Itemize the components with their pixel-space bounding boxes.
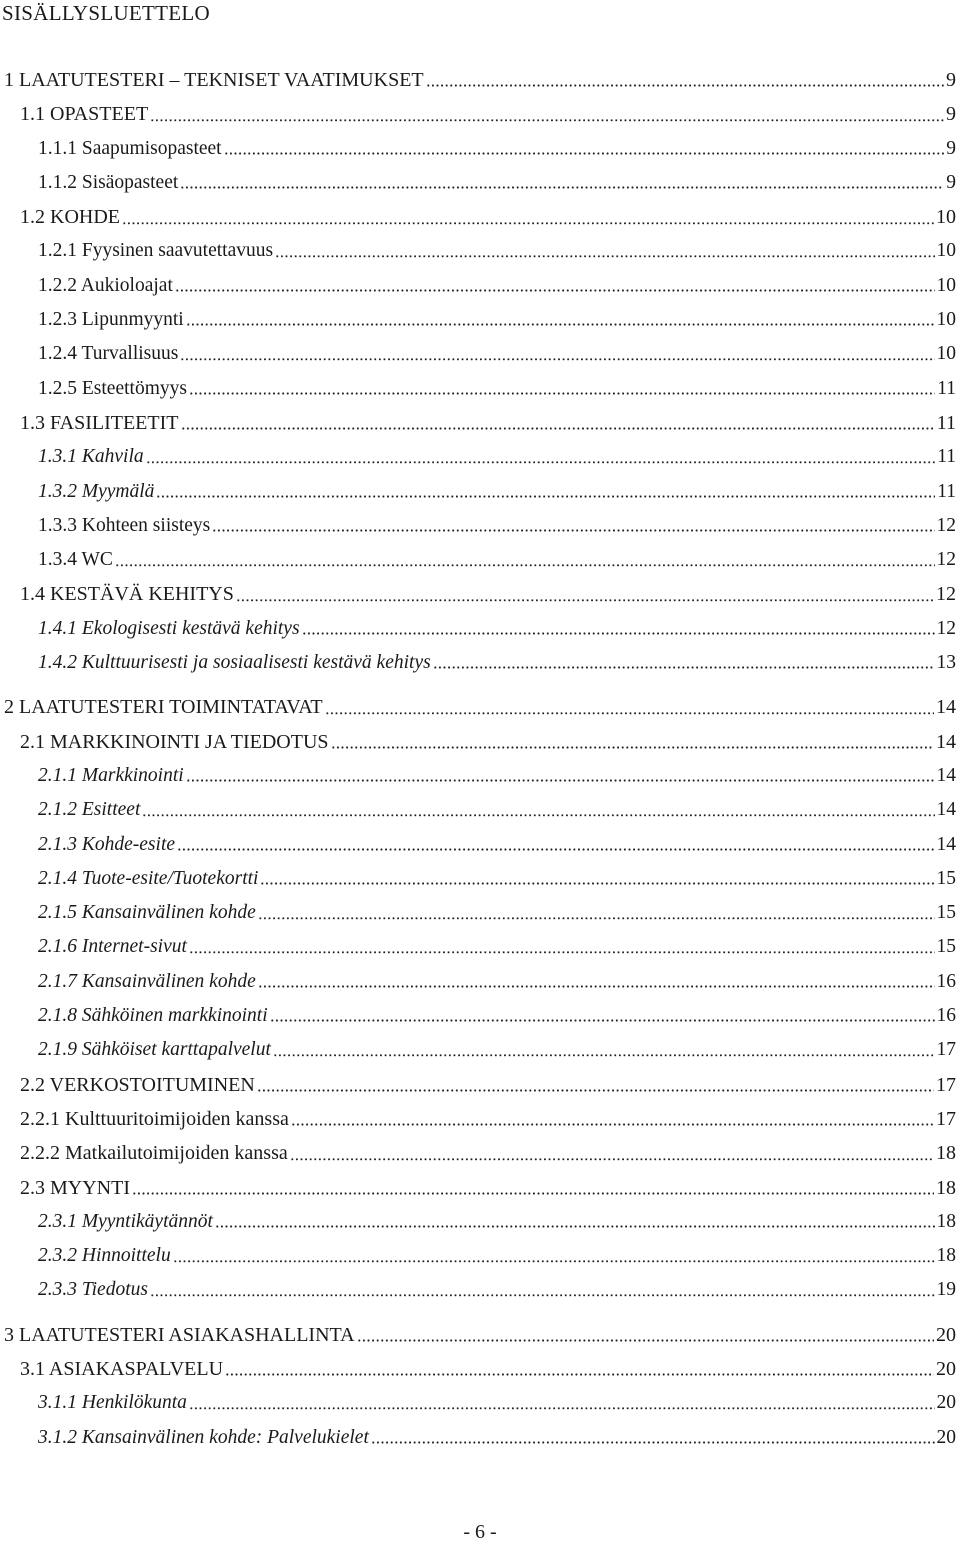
toc-entry-page-number: 17 — [936, 1073, 956, 1096]
toc-entry-title: 1.2.1 Fyysinen saavutettavuus — [38, 240, 274, 262]
toc-entry-page-number: 16 — [936, 970, 956, 992]
toc-entry[interactable] — [0, 761, 960, 795]
toc-entry[interactable] — [0, 648, 960, 682]
toc-entry[interactable] — [0, 271, 960, 305]
toc-entry-page-number: 20 — [936, 1392, 956, 1414]
toc-entry-title: 1.3 FASILITEETIT — [20, 411, 179, 434]
dot-leader — [273, 1037, 935, 1057]
toc-entry[interactable] — [0, 1423, 960, 1457]
toc-entry[interactable] — [0, 1241, 960, 1275]
toc-entry-page-number: 20 — [936, 1357, 956, 1380]
toc-entry-title: 1.2.4 Turvallisuus — [38, 343, 179, 365]
dot-leader — [275, 238, 934, 258]
toc-entry-title: 2.3.3 Tiedotus — [38, 1279, 148, 1301]
toc-entry[interactable] — [0, 374, 960, 408]
toc-entry-title: 3.1.2 Kansainvälinen kohde: Palvelukielet — [38, 1426, 369, 1448]
dot-leader — [186, 763, 935, 783]
dot-leader — [325, 695, 934, 715]
toc-entry-page-number: 18 — [936, 1245, 956, 1267]
toc-entry[interactable] — [0, 1388, 960, 1422]
toc-entry-title: 1.4 KESTÄVÄ KEHITYS — [20, 583, 234, 606]
toc-entry-title: 2 LAATUTESTERI TOIMINTATAVAT — [4, 696, 323, 719]
toc-entry-page-number: 10 — [936, 343, 956, 365]
toc-entry-page-number: 14 — [936, 764, 956, 786]
toc-entry[interactable] — [0, 614, 960, 648]
dot-leader — [215, 1209, 935, 1229]
toc-entry[interactable] — [0, 65, 960, 99]
toc-entry[interactable] — [0, 1138, 960, 1172]
toc-entry[interactable] — [0, 545, 960, 579]
dot-leader — [122, 205, 934, 225]
toc-entry[interactable] — [0, 305, 960, 339]
table-of-contents — [0, 65, 960, 1457]
dot-leader — [186, 307, 935, 327]
toc-entry-title: 2.1.5 Kansainvälinen kohde — [38, 902, 256, 924]
dot-leader — [150, 1277, 935, 1297]
toc-entry-page-number: 18 — [936, 1210, 956, 1232]
toc-entry[interactable] — [0, 511, 960, 545]
toc-entry-page-number: 9 — [946, 103, 956, 126]
toc-entry-title: 2.3.2 Hinnoittelu — [38, 1245, 171, 1267]
dot-leader — [146, 444, 936, 464]
toc-entry[interactable] — [0, 1207, 960, 1241]
toc-entry-page-number: 10 — [936, 309, 956, 331]
dot-leader — [175, 273, 935, 293]
toc-entry-page-number: 18 — [936, 1176, 956, 1199]
toc-entry[interactable] — [0, 579, 960, 613]
toc-entry[interactable] — [0, 967, 960, 1001]
toc-entry-page-number: 14 — [936, 799, 956, 821]
dot-leader — [132, 1176, 934, 1196]
toc-entry[interactable] — [0, 168, 960, 202]
dot-leader — [156, 479, 935, 499]
dot-leader — [180, 341, 934, 361]
dot-leader — [224, 136, 945, 156]
dot-leader — [260, 866, 934, 886]
dot-leader — [257, 1073, 934, 1093]
toc-entry-page-number: 10 — [936, 240, 956, 262]
toc-entry-title: 3 LAATUTESTERI ASIAKASHALLINTA — [4, 1323, 355, 1346]
toc-entry[interactable] — [0, 1001, 960, 1035]
toc-entry-page-number: 19 — [936, 1279, 956, 1301]
dot-leader — [236, 582, 934, 602]
toc-entry[interactable] — [0, 1104, 960, 1138]
toc-entry[interactable] — [0, 134, 960, 168]
toc-entry-page-number: 10 — [936, 274, 956, 296]
toc-entry-title: 2.2.2 Matkailutoimijoiden kanssa — [20, 1142, 288, 1165]
toc-entry[interactable] — [0, 1320, 960, 1354]
toc-entry-page-number: 14 — [936, 833, 956, 855]
toc-entry-title: 2.3 MYYNTI — [20, 1176, 130, 1199]
page-number: - 6 - — [463, 1521, 497, 1543]
toc-entry-page-number: 15 — [936, 867, 956, 889]
toc-entry-page-number: 9 — [946, 137, 956, 159]
toc-entry-title: 1.4.1 Ekologisesti kestävä kehitys — [38, 617, 300, 639]
dot-leader — [189, 1390, 935, 1410]
toc-entry-title: 2.1.6 Internet-sivut — [38, 936, 187, 958]
dot-leader — [331, 730, 934, 750]
toc-entry-page-number: 15 — [936, 902, 956, 924]
toc-entry-page-number: 17 — [936, 1107, 956, 1130]
toc-entry[interactable] — [0, 477, 960, 511]
toc-entry-title: 2.2 VERKOSTOITUMINEN — [20, 1073, 255, 1096]
toc-entry-page-number: 14 — [936, 730, 956, 753]
toc-entry-title: 2.1.9 Sähköiset karttapalvelut — [38, 1039, 271, 1061]
dot-leader — [426, 68, 944, 88]
dot-leader — [115, 547, 935, 567]
toc-entry-title: 1.1 OPASTEET — [20, 103, 149, 126]
toc-entry-page-number: 14 — [936, 696, 956, 719]
toc-entry[interactable] — [0, 795, 960, 829]
toc-entry-title: 1.4.2 Kulttuurisesti ja sosiaalisesti kestävä kehitys — [38, 652, 431, 674]
toc-entry-title: 1.1.1 Saapumisopasteet — [38, 137, 222, 159]
toc-entry-page-number: 11 — [937, 446, 956, 468]
toc-entry-title: 3.1.1 Henkilökunta — [38, 1392, 187, 1414]
toc-entry[interactable] — [0, 864, 960, 898]
dot-leader — [189, 376, 935, 396]
toc-heading: SISÄLLYSLUETTELO — [2, 1, 211, 25]
dot-leader — [371, 1425, 935, 1445]
dot-leader — [181, 411, 935, 431]
dot-leader — [225, 1357, 934, 1377]
toc-entry-title: 1 LAATUTESTERI – TEKNISET VAATIMUKSET — [4, 69, 424, 91]
toc-entry-title: 1.2 KOHDE — [20, 206, 120, 229]
toc-entry-page-number: 12 — [936, 514, 956, 536]
toc-entry[interactable] — [0, 1354, 960, 1388]
dot-leader — [173, 1243, 935, 1263]
dot-leader — [150, 102, 944, 122]
dot-leader — [258, 969, 935, 989]
toc-entry[interactable] — [0, 236, 960, 270]
toc-entry[interactable] — [0, 727, 960, 761]
toc-entry-page-number: 9 — [946, 171, 956, 193]
toc-entry-title: 1.2.3 Lipunmyynti — [38, 309, 184, 331]
toc-entry[interactable] — [0, 932, 960, 966]
dot-leader — [180, 170, 944, 190]
toc-entry[interactable] — [0, 408, 960, 442]
toc-entry-page-number: 17 — [936, 1039, 956, 1061]
toc-entry[interactable] — [0, 692, 960, 726]
toc-entry-title: 1.1.2 Sisäopasteet — [38, 171, 179, 193]
toc-entry-page-number: 13 — [936, 652, 956, 674]
dot-leader — [291, 1107, 934, 1127]
dot-leader — [177, 832, 934, 852]
toc-entry[interactable] — [0, 1275, 960, 1309]
toc-entry-title: 1.2.5 Esteettömyys — [38, 377, 187, 399]
toc-entry-title: 1.3.1 Kahvila — [38, 446, 144, 468]
toc-entry-title: 1.3.4 WC — [38, 549, 113, 571]
toc-entry-title: 2.1 MARKKINOINTI JA TIEDOTUS — [20, 730, 329, 753]
dot-leader — [290, 1141, 934, 1161]
toc-entry[interactable] — [0, 339, 960, 373]
toc-entry[interactable] — [0, 830, 960, 864]
toc-entry-title: 2.1.4 Tuote-esite/Tuotekortti — [38, 867, 259, 889]
toc-entry-title: 2.1.8 Sähköinen markkinointi — [38, 1005, 268, 1027]
toc-entry-page-number: 11 — [937, 480, 956, 502]
toc-entry-page-number: 16 — [936, 1005, 956, 1027]
toc-entry[interactable] — [0, 202, 960, 236]
toc-entry-title: 2.2.1 Kulttuuritoimijoiden kanssa — [20, 1107, 289, 1130]
toc-entry-title: 1.3.2 Myymälä — [38, 480, 155, 502]
toc-entry-page-number: 20 — [936, 1426, 956, 1448]
dot-leader — [270, 1003, 935, 1023]
toc-entry[interactable] — [0, 442, 960, 476]
toc-entry[interactable] — [0, 1070, 960, 1104]
toc-entry-title: 2.1.2 Esitteet — [38, 799, 141, 821]
toc-entry-page-number: 20 — [936, 1323, 956, 1346]
toc-entry-page-number: 15 — [936, 936, 956, 958]
toc-entry-page-number: 12 — [936, 583, 956, 606]
dot-leader — [302, 616, 935, 636]
toc-entry-title: 1.2.2 Aukioloajat — [38, 274, 173, 296]
toc-entry-title: 2.1.1 Markkinointi — [38, 764, 184, 786]
toc-entry-page-number: 12 — [936, 549, 956, 571]
dot-leader — [142, 797, 934, 817]
toc-entry[interactable] — [0, 1173, 960, 1207]
toc-entry-page-number: 12 — [936, 617, 956, 639]
dot-leader — [212, 513, 934, 533]
toc-entry-page-number: 11 — [936, 411, 956, 434]
dot-leader — [357, 1323, 934, 1343]
dot-leader — [433, 650, 935, 670]
toc-entry-page-number: 11 — [937, 377, 956, 399]
toc-entry[interactable] — [0, 99, 960, 133]
toc-entry-page-number: 9 — [946, 69, 956, 91]
dot-leader — [189, 934, 935, 954]
toc-entry-title: 2.1.3 Kohde-esite — [38, 833, 176, 855]
toc-entry-page-number: 10 — [936, 206, 956, 229]
toc-entry[interactable] — [0, 898, 960, 932]
dot-leader — [258, 900, 935, 920]
toc-entry-page-number: 18 — [936, 1142, 956, 1165]
toc-entry-title: 3.1 ASIAKASPALVELU — [20, 1357, 224, 1380]
toc-entry-title: 2.3.1 Myyntikäytännöt — [38, 1210, 213, 1232]
toc-entry[interactable] — [0, 1035, 960, 1069]
toc-entry-title: 2.1.7 Kansainvälinen kohde — [38, 970, 256, 992]
toc-entry-title: 1.3.3 Kohteen siisteys — [38, 514, 211, 536]
